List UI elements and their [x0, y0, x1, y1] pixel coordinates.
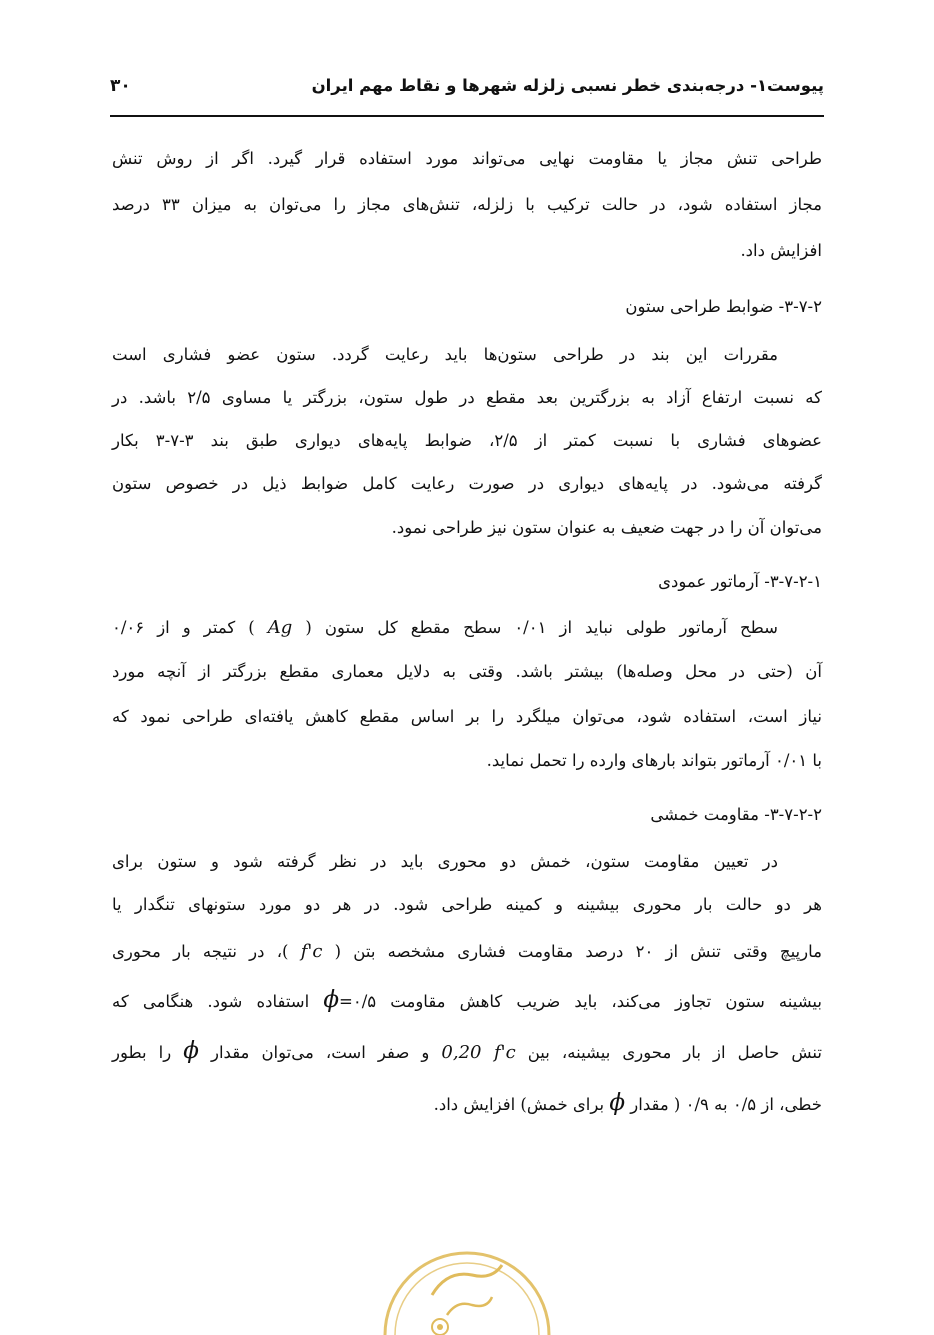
page-header	[110, 72, 824, 108]
paragraph-line: افزایش داد.	[740, 241, 822, 260]
page-number: ۳۰	[110, 76, 131, 96]
section-heading: ۳-۷-۲-۲- مقاومت خمشی	[650, 805, 822, 824]
section-heading: ۳-۷-۲- ضوابط طراحی ستون	[625, 297, 822, 316]
paragraph-line: مجاز استفاده شود، در حالت ترکیب با زلزله، تنش‌های مجاز را می‌توان به میزان ۳۳ درصد	[112, 195, 822, 214]
math-symbol-phi: ϕ	[609, 1090, 626, 1116]
paragraph-line	[112, 937, 822, 967]
paragraph-line: در تعیین مقاومت ستون، خمش دو محوری باید در نظر گرفته شود و ستون برای	[112, 852, 778, 871]
paragraph-line: مقررات این بند در طراحی ستون‌ها باید رعایت گردد. ستون عضو فشاری است	[112, 345, 778, 364]
paragraph-line: که نسبت ارتفاع آزاد به بزرگترین بعد مقطع در طول ستون، بزرگتر یا مساوی ۲/۵ باشد. در	[112, 388, 822, 407]
math-symbol-phi: ϕ	[323, 987, 340, 1013]
paragraph-line: هر دو حالت بار محوری بیشینه و کمینه طراحی شود. در هر دو مورد ستونهای تنگدار یا	[112, 895, 822, 914]
text-run: را بطور	[112, 1043, 172, 1062]
math-symbol-phi: ϕ	[183, 1038, 199, 1064]
text-run: بیشینه ستون تجاوز می‌کند، باید ضریب کاهش مقاومت	[390, 992, 822, 1011]
paragraph-line: گرفته می‌شود. در پایه‌های دیواری در صورت رعایت کامل ضوابط ذیل در خصوص ستون	[112, 474, 822, 493]
paragraph-line: می‌توان آن را در جهت ضعیف به عنوان ستون نیز طراحی نمود.	[391, 518, 822, 537]
header-rule	[110, 115, 824, 117]
paragraph-line: عضوهای فشاری با نسبت کمتر از ۲/۵، ضوابط پایه‌های دیواری طبق بند ۳-۷-۳ بکار	[112, 431, 823, 450]
text-run: سطح آرماتور طولی نباید از ۰/۰۱ سطح مقطع کل ستون (	[305, 618, 779, 637]
publisher-logo	[372, 1245, 562, 1335]
paragraph-line: نیاز است، استفاده شود، می‌توان میلگرد را بر اساس مقطع کاهش یافته‌ای طراحی نمود که	[112, 707, 822, 726]
math-symbol-fc: f'c	[300, 941, 323, 962]
text-run: =۰/۵ استفاده شود. هنگامی که	[112, 992, 377, 1011]
math-symbol-ag: Ag	[267, 617, 293, 638]
paragraph-line: طراحی تنش مجاز یا مقاومت نهایی می‌تواند مورد استفاده قرار گیرد. اگر از روش تنش	[112, 149, 822, 168]
paragraph-line	[112, 1036, 822, 1068]
text-run: )، در نتیجه بار محوری	[112, 942, 289, 961]
text-run: برای خمش) افزایش داد.	[433, 1095, 605, 1114]
section-heading: ۳-۷-۲-۱- آرماتور عمودی	[658, 572, 822, 591]
header-title: پیوست۱- درجه‌بندی خطر نسبی زلزله شهرها و نقاط مهم ایران	[311, 76, 824, 95]
paragraph-line: با ۰/۰۱ آرماتور بتواند بارهای وارده را تحمل نماید.	[486, 751, 822, 770]
text-run: ) کمتر و از ۰/۰۶	[112, 618, 255, 637]
paragraph-line	[112, 985, 822, 1017]
math-expression: 0,20 f'c	[441, 1042, 516, 1063]
paragraph-line	[112, 1088, 822, 1120]
text-run: تنش حاصل از بار محوری بیشینه، بین	[527, 1043, 822, 1062]
paragraph-line: آن (حتی در محل وصله‌ها) بیشتر باشد. وقتی به دلایل معماری مقطع بزرگتر از آنچه مورد	[112, 662, 822, 681]
text-run: و صفر است، می‌توان مقدار	[211, 1043, 430, 1062]
text-run: مارپیچ وقتی تنش از ۲۰ درصد مقاومت فشاری مشخصه بتن (	[334, 942, 822, 961]
paragraph-line	[112, 613, 822, 643]
text-run: خطی، از ۰/۵ به ۰/۹ ( مقدار	[630, 1095, 822, 1114]
